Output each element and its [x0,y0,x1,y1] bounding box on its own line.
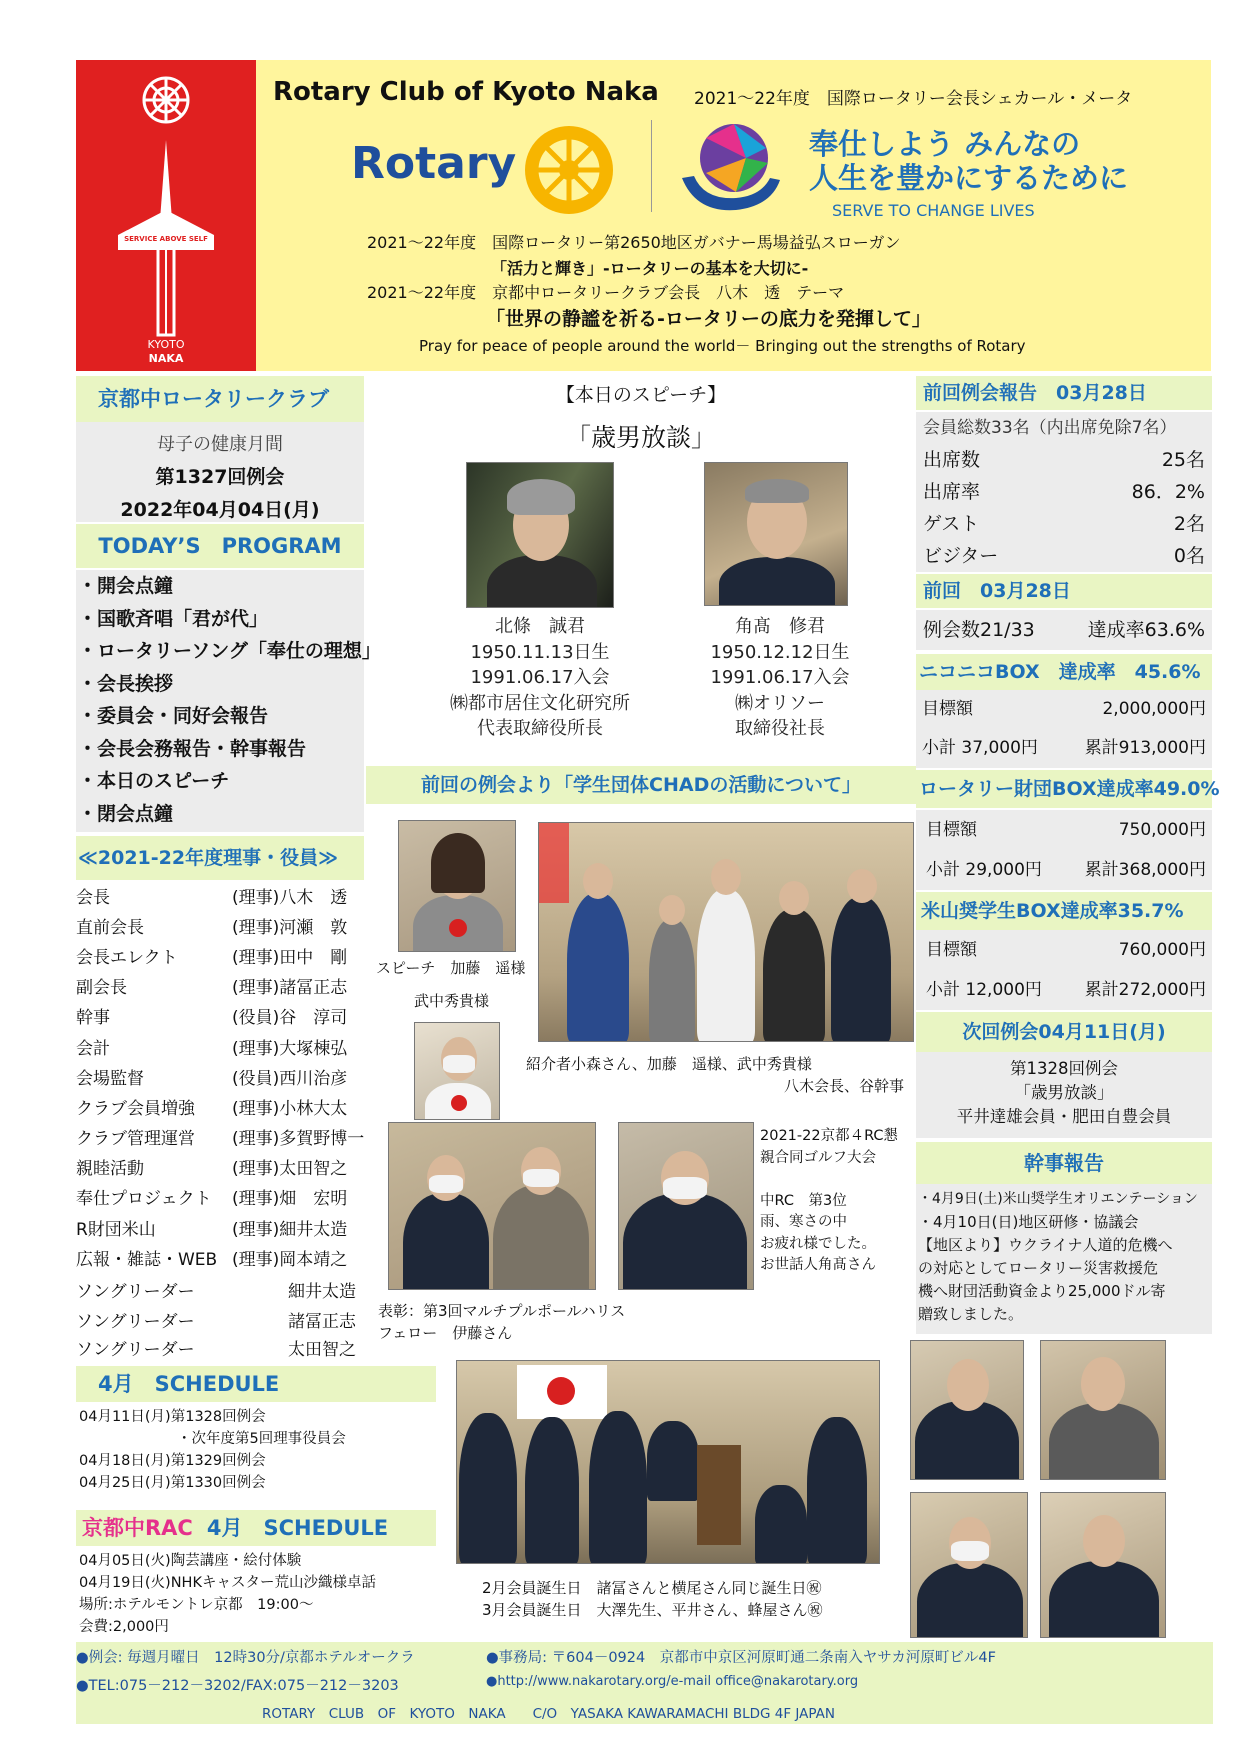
stat-row: ビジター 0名 [923,545,1205,567]
speaker2-org: ㈱オリソー [735,692,825,714]
photo-speech-kato [398,820,516,952]
stat-row: ゲスト 2名 [923,513,1205,535]
officer-row: 会場監督 (役員)西川治彦 [76,1068,348,1089]
meeting-number: 第1327回例会 [155,466,285,488]
speech-title: 「歳男放談」 [565,423,716,452]
caption-birthday-mar: 3月会員誕生日 大澤先生、平井さん、蜂屋さん㊗ [482,1601,823,1619]
logo-motto: SERVICE ABOVE SELF [124,235,208,243]
speaker1-birth: 1950.11.13日生 [470,641,610,663]
officer-row: クラブ管理運営 (理事)多賀野博一 [76,1129,365,1150]
program-heading: TODAY’S PROGRAM [76,524,364,568]
yoneyama-total: 累計272,000円 [1084,980,1206,1000]
footer-web-email[interactable]: ●http://www.nakarotary.org/e-mail office@nakarotary.org [486,1674,859,1689]
officer-row: 直前会長 (理事)河瀬 敦 [76,917,348,938]
ri-theme-line: 2021～22年度 国際ロータリー会長シェカール・メータ [694,89,1133,109]
logo-city: KYOTO [147,338,185,351]
prev-meeting-heading: 前回の例会より「学生団体CHADの活動について」 [366,766,916,804]
speaker2-name: 角髙 修君 [735,616,825,637]
songleader-row: ソングリーダー 細井太造 [76,1282,356,1303]
rac-heading-name: 京都中RAC [82,1516,193,1540]
stat-row: 出席率 86．2% [923,481,1205,503]
speaker2-title: 取締役社長 [735,718,825,739]
officer-row: 幹事 (役員)谷 淳司 [76,1008,348,1029]
schedule-item: 04月11日(月)第1328回例会 [79,1409,266,1425]
caption-group-chad-1: 紹介者小森さん、加藤 遥様、武中秀貴様 [526,1055,812,1073]
officer-row: 親睦活動 (理事)太田智之 [76,1159,348,1180]
officer-row: 会長エレクト (理事)田中 剛 [76,947,348,968]
footer-office-address: ●事務局: 〒604－0924 京都市中京区河原町通二条南入ヤサカ河原町ビル4F [486,1650,996,1666]
songleader-row: ソングリーダー 太田智之 [76,1340,356,1361]
caption-takenaka: 武中秀貴様 [414,992,490,1010]
footer-meeting-info: ●例会: 毎週月曜日 12時30分/京都ホテルオークラ [76,1650,415,1666]
program-item: ・閉会点鐘 [78,802,174,825]
rac-heading-schedule: 4月 SCHEDULE [206,1516,389,1540]
footer [76,1642,1213,1724]
caption-group-chad-2: 八木会長、谷幹事 [784,1077,905,1095]
officer-row: クラブ会員増強 (理事)小林大太 [76,1098,348,1119]
governor-line: 2021～22年度 国際ロータリー第2650地区ガバナー馬場益弘スローガン [367,233,901,252]
nico-target: 2,000,000円 [1102,699,1206,719]
speaker1-org: ㈱都市居住文化研究所 [450,692,630,714]
foundation-subtotal: 小計 29,000円 [926,860,1042,880]
yoneyama-box-heading: 米山奨学生BOX達成率35.7% [916,892,1212,930]
schedule-item: 会費:2,000円 [79,1619,169,1635]
program-item: ・ロータリーソング「奉仕の理想」 [78,640,381,662]
foundation-box-heading: ロータリー財団BOX達成率49.0% [916,770,1212,808]
club-name-en: Rotary Club of Kyoto Naka [273,77,659,107]
footer-club-address-en: ROTARY CLUB OF KYOTO NAKA C/O YASAKA KAWARAMACHI BLDG 4F JAPAN [262,1706,835,1722]
speaker1-info [410,614,670,742]
club-theme-en: Pray for peace of people around the world－ Bringing out the strengths of Rotary [419,337,1026,355]
club-theme: 「世界の静謐を祈る-ロータリーの底力を発揮して」 [486,308,931,330]
serve-globe-icon [676,118,786,218]
songleader-row: ソングリーダー 諸冨正志 [76,1312,356,1333]
governor-slogan: 「活力と輝き」-ロータリーの基本を大切に- [491,259,809,278]
theme-jp-line2: 人生を豊かにするために [809,161,1129,195]
photo-award-ito [388,1122,596,1290]
header-panel [256,60,1211,371]
program-item: ・開会点鐘 [78,575,174,597]
meeting-rate-row [916,610,1212,650]
nico-box-heading: ニコニコBOX 達成率 45.6% [916,654,1212,690]
next-meeting-speakers: 平井達雄会員・肥田自豊会員 [956,1107,1172,1126]
officers-heading: ≪2021-22年度理事・役員≫ [76,836,364,880]
officer-row: 会計 (理事)大塚棟弘 [76,1038,348,1059]
prev-rate-heading: 前回 03月28日 [916,574,1212,608]
caption-award-2: フェロー 伊藤さん [378,1324,513,1342]
officers-list [76,880,366,1361]
foundation-box: 目標額 750,000円 小計 29,000円 累計368,000円 [916,810,1212,890]
schedule-item: 04月05日(火)陶芸講座・絵付体験 [79,1553,302,1569]
speaker1-title: 代表取締役所長 [477,718,603,739]
photo-speaker-podium-2 [1040,1340,1166,1480]
april-schedule-list [79,1406,439,1494]
caption-speech-kato: スピーチ 加藤 遥様 [376,959,526,977]
meeting-rate: 達成率63.6% [1087,619,1205,641]
schedule-item: 04月19日(火)NHKキャスター荒山沙織様卓話 [79,1575,376,1591]
attendance-heading: 前回例会報告 03月28日 [916,376,1212,410]
secretary-report-box: ・4月9日(土)米山奨学生オリエンテーション ・4月10日(日)地区研修・協議会 【地区より】ウクライナ人道的危機へ の対応としてロータリー災害救援危 機へ財団活動資金より25,000ドル寄 贈致しました。 [916,1184,1212,1334]
schedule-item: 場所:ホテルモントレ京都 19:00～ [79,1597,314,1613]
photo-group-chad [538,822,914,1042]
speaker2-join: 1991.06.17入会 [710,667,850,688]
officer-row: 会長 (理事)八木 透 [76,887,348,908]
next-meeting-heading: 次回例会04月11日(月) [916,1012,1212,1052]
theme-en: SERVE TO CHANGE LIVES [832,201,1035,220]
photo-birthday [456,1360,880,1564]
nico-total: 累計913,000円 [1084,738,1206,758]
photo-speaker-podium-4 [1040,1492,1166,1638]
caption-award-1: 表彰：第3回マルチプルポールハリス [378,1302,626,1320]
next-meeting-title: 「歳男放談」 [1014,1083,1114,1102]
rotary-wordmark: Rotary [351,138,517,189]
officer-row: 奉仕プロジェクト (理事)畑 宏明 [76,1189,348,1210]
header-divider [651,120,652,212]
nico-subtotal: 小計 37,000円 [922,738,1038,758]
stat-row: 出席数 25名 [923,449,1205,471]
photo-golf [618,1122,754,1290]
rac-schedule-heading [76,1510,436,1546]
theme-jp-line1: 奉仕しよう みんなの [809,127,1081,161]
rac-schedule-list [79,1550,439,1638]
meeting-info-box [76,422,364,522]
april-schedule-heading: 4月 SCHEDULE [76,1366,436,1402]
footer-phone: ●TEL:075－212－3202/FAX:075－212－3203 [76,1678,399,1694]
attendance-box [916,412,1212,572]
club-logo-panel [76,60,256,371]
president-line: 2021～22年度 京都中ロータリークラブ会長 八木 透 テーマ [367,283,845,302]
speaker2-birth: 1950.12.12日生 [710,641,850,663]
speech-heading: 【本日のスピーチ】 [555,384,727,406]
logo-ward: NAKA [148,352,184,365]
speaker2-photo [704,462,848,606]
secretary-report-heading: 幹事報告 [916,1142,1212,1184]
program-item: ・会長挨拶 [78,672,174,695]
photo-takenaka [414,1022,500,1120]
speaker1-join: 1991.06.17入会 [470,667,610,688]
program-list [76,570,381,832]
nico-box: 目標額 2,000,000円 小計 37,000円 累計913,000円 [916,690,1212,768]
officer-row: 副会長 (理事)諸冨正志 [76,978,348,999]
club-heading: 京都中ロータリークラブ [76,376,364,422]
golf-caption: 2021-22京都４RC懇 親合同ゴルフ大会 中RC 第3位 雨、寒さの中 お疲れ様でした。 お世話人角髙さん [760,1128,899,1273]
yoneyama-target: 760,000円 [1118,940,1206,960]
photo-speaker-podium-1 [910,1340,1024,1480]
foundation-target: 750,000円 [1118,820,1206,840]
schedule-item: 04月25日(月)第1330回例会 [79,1475,266,1491]
photo-speaker-podium-3 [910,1492,1028,1638]
yoneyama-subtotal: 小計 12,000円 [926,980,1042,1000]
rotary-wheel-icon [521,122,617,218]
program-item: ・会長会務報告・幹事報告 [78,737,307,760]
foundation-total: 累計368,000円 [1084,860,1206,880]
caption-birthday-feb: 2月会員誕生日 諸冨さんと横尾さん同じ誕生日㊗ [482,1579,822,1597]
speaker1-name: 北條 誠君 [495,616,585,637]
program-item: ・委員会・同好会報告 [78,705,269,727]
meeting-date: 2022年04月04日(月) [120,499,320,521]
officer-row: R財団米山 (理事)細井太造 [76,1219,348,1240]
schedule-item: 04月18日(月)第1329回例会 [79,1453,266,1469]
program-item: ・国歌斉唱「君が代」 [78,607,269,630]
month-theme: 母子の健康月間 [157,434,283,455]
speaker2-info [660,614,900,742]
member-count: 会員総数33名（内出席免除7名） [923,418,1177,438]
next-meeting-box [916,1052,1212,1138]
officer-row: 広報・雑誌・WEB (理事)岡本靖之 [76,1249,348,1270]
meeting-count: 例会数21/33 [923,619,1035,641]
schedule-item: ・次年度第5回理事役員会 [177,1431,346,1447]
next-meeting-number: 第1328回例会 [1010,1059,1118,1078]
club-tower-logo [76,60,256,371]
speaker1-photo [466,462,614,608]
program-item: ・本日のスピーチ [78,770,230,792]
yoneyama-box: 目標額 760,000円 小計 12,000円 累計272,000円 [916,930,1212,1010]
